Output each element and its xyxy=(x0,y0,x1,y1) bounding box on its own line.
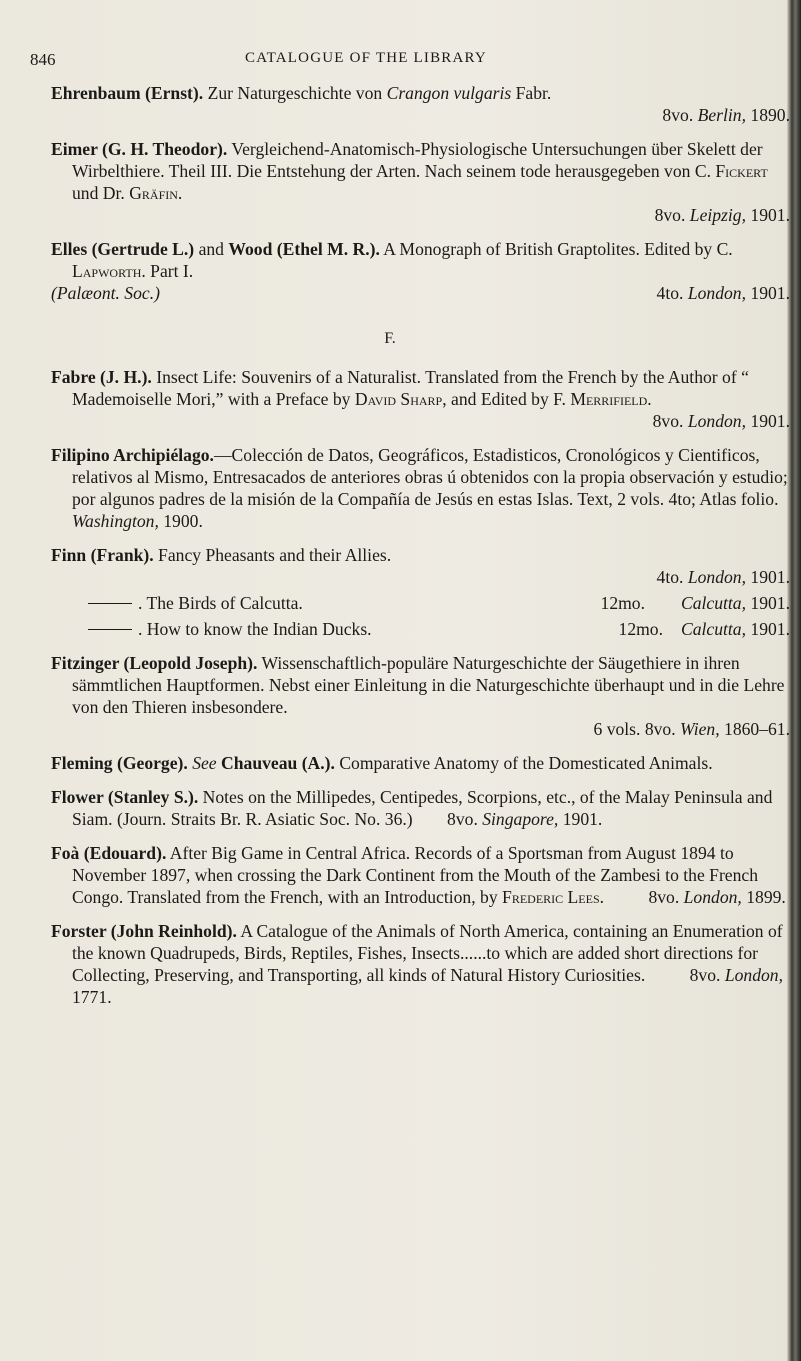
entry-format: 4to. xyxy=(656,283,684,303)
entry-format: 12mo. xyxy=(618,619,663,639)
entry-year: 1900. xyxy=(163,511,203,531)
entry-text: and xyxy=(194,239,229,259)
entry-cross-reference: Chauveau (A.). xyxy=(221,753,335,773)
entry-italic-title: Crangon vulgaris xyxy=(386,83,512,103)
entry-imprint xyxy=(72,410,794,432)
entry-year: 1901. xyxy=(562,809,603,829)
catalogue-entry xyxy=(51,444,794,532)
catalogue-subentry: . The Birds of Calcutta. 12mo. Calcutta, 1901. xyxy=(51,592,794,614)
catalogue-entry xyxy=(51,138,794,226)
catalogue-entry xyxy=(51,544,794,588)
entry-year: 1901. xyxy=(750,205,790,225)
entry-place: Wien, xyxy=(680,719,720,739)
see-reference-label: See xyxy=(192,753,217,773)
entry-format: 8vo. xyxy=(654,205,686,225)
entry-text: A Monograph of British Graptolites. Edited by C. xyxy=(379,239,733,259)
ditto-rule xyxy=(88,629,132,630)
entry-text: und Dr. xyxy=(72,183,130,203)
entry-author: Finn (Frank). xyxy=(51,545,154,565)
entry-text: After Big Game in Central Africa. Records of a Sportsman from August 1894 to November 1897, when crossing the Dark Continent from the Mouth of the Zambesi to the French Congo. Translated from the French, with an Introduction, by xyxy=(72,843,759,907)
entry-author: Filipino Archipiélago. xyxy=(51,445,214,465)
entry-place: London, xyxy=(724,965,783,985)
entry-place: Leipzig, xyxy=(689,205,746,225)
entry-text: and Edited by F. xyxy=(446,389,571,409)
entry-text: Notes on the Millipedes, Centipedes, Scorpions, etc., of the Malay Peninsula and Siam. (Journ. Straits Br. R. Asiatic Soc. No. 36.) xyxy=(72,787,773,829)
entry-author: Forster (John Reinhold). xyxy=(51,921,237,941)
entry-text: Wissenschaftlich-populäre Naturgeschichte der Säugethiere in ihren sämmtlichen Hauptformen. Nebst einer Einleitung in die Naturgeschichte überhaupt und in die Lehre von den Thieren insbesondere. xyxy=(72,653,785,717)
entry-format: 8vo. xyxy=(689,965,721,985)
running-title: CATALOGUE OF THE LIBRARY xyxy=(245,50,487,66)
entry-author: Ehrenbaum (Ernst). xyxy=(51,83,204,103)
entry-format: 4to. xyxy=(656,567,684,587)
catalogue-subentry: . How to know the Indian Ducks. 12mo. Calcutta, 1901. xyxy=(51,618,794,640)
entry-place: Singapore, xyxy=(482,809,559,829)
catalogue-entry xyxy=(51,786,794,830)
entry-text: Vergleichend-Anatomisch-Physiologische Untersuchungen über Skelett der Wirbelthiere. Theil III. Die Entstehung der Arten. Nach seinem tode herausgegeben von C. xyxy=(72,139,763,181)
entry-year: 1901. xyxy=(750,619,790,639)
section-letter: F. xyxy=(384,330,396,347)
entry-place: Calcutta, xyxy=(681,619,746,639)
catalogue-entry xyxy=(51,652,794,740)
entry-imprint xyxy=(51,282,794,304)
entry-imprint xyxy=(72,104,794,126)
entry-name: David Sharp, xyxy=(354,389,447,409)
entry-coauthor: Wood (Ethel M. R.). xyxy=(228,239,380,259)
ditto-rule xyxy=(88,603,132,604)
entry-year: 1890. xyxy=(750,105,790,125)
entry-format: 8vo. xyxy=(648,887,680,907)
entry-text: —Colección de Datos, Geográficos, Estadisticos, Cronológicos y Cientificos, relativos al Mismo, Entresacados de anteriores obras ú obtenidos con la propia observación y estudio; por algunos padres de la misión de la Compañía de Jesús en estas Islas. xyxy=(72,445,788,509)
entry-author: Fabre (J. H.). xyxy=(51,367,152,387)
entry-place: London, xyxy=(687,567,746,587)
entry-text: Text, 2 vols. 4to; Atlas folio. xyxy=(577,489,779,509)
entry-year: 1901. xyxy=(750,593,790,613)
entry-author: Elles (Gertrude L.) xyxy=(51,239,195,259)
entry-name: Lapworth. xyxy=(72,261,146,281)
entry-year: 1771. xyxy=(72,987,112,1007)
entry-text: Insect Life: Souvenirs of a Naturalist. Translated from the French by the Author of “ Mademoiselle Mori,” with a Preface by xyxy=(72,367,749,409)
entry-name: Gräfin. xyxy=(129,183,183,203)
page-number: 846 xyxy=(30,50,56,69)
entry-series: (Palæont. Soc.) xyxy=(51,283,160,303)
entry-author: Fitzinger (Leopold Joseph). xyxy=(51,653,258,673)
page-header xyxy=(0,50,780,80)
catalogue-content xyxy=(0,82,790,1020)
entry-text: Comparative Anatomy of the Domesticated Animals. xyxy=(334,753,713,773)
entry-format: 6 vols. 8vo. xyxy=(593,719,676,739)
entry-year: 1901. xyxy=(750,283,790,303)
entry-text: Zur Naturgeschichte von xyxy=(203,83,387,103)
entry-author: Foà (Edouard). xyxy=(51,843,167,863)
entry-year: 1901. xyxy=(750,411,790,431)
entry-place: Berlin, xyxy=(697,105,746,125)
catalogue-entry xyxy=(51,238,794,304)
entry-year: 1899. xyxy=(746,887,786,907)
entry-imprint xyxy=(72,718,794,740)
entry-place: Calcutta, xyxy=(681,593,746,613)
catalogue-entry xyxy=(51,82,794,126)
entry-format: 12mo. xyxy=(600,593,645,613)
entry-place: London, xyxy=(683,887,742,907)
entry-year: 1860–61. xyxy=(724,719,790,739)
entry-imprint xyxy=(72,566,794,588)
entry-format: 8vo. xyxy=(652,411,684,431)
entry-title: The Birds of Calcutta. xyxy=(146,593,303,613)
catalogue-entry xyxy=(51,920,794,1008)
entry-format: 8vo. xyxy=(447,809,478,829)
entry-author: Eimer (G. H. Theodor). xyxy=(51,139,228,159)
entry-text: A Catalogue of the Animals of North America, containing an Enumeration of the known Quadrupeds, Birds, Reptiles, Fishes, Insects......to which are added short directions for Collecting, Preserving, and Transporting, all kinds of Natural History Curiosities. xyxy=(72,921,783,985)
entry-text: Part I. xyxy=(145,261,194,281)
entry-name: Merrifield. xyxy=(570,389,652,409)
entry-text: Fancy Pheasants and their Allies. xyxy=(153,545,392,565)
entry-place: London, xyxy=(687,411,746,431)
entry-author: Flower (Stanley S.). xyxy=(51,787,199,807)
catalogue-entry xyxy=(51,366,794,432)
catalogue-entry xyxy=(51,752,794,774)
entry-text: Fabr. xyxy=(511,83,552,103)
entry-title: How to know the Indian Ducks. xyxy=(146,619,372,639)
entry-place: London, xyxy=(687,283,746,303)
entry-place: Washington, xyxy=(72,511,159,531)
entry-imprint xyxy=(72,204,794,226)
entry-year: 1901. xyxy=(750,567,790,587)
entry-format: 8vo. xyxy=(662,105,694,125)
catalogue-entry xyxy=(51,842,794,908)
entry-author: Fleming (George). xyxy=(51,753,188,773)
entry-name: Frederic Lees. xyxy=(502,887,605,907)
entry-name: Fickert xyxy=(715,161,768,181)
